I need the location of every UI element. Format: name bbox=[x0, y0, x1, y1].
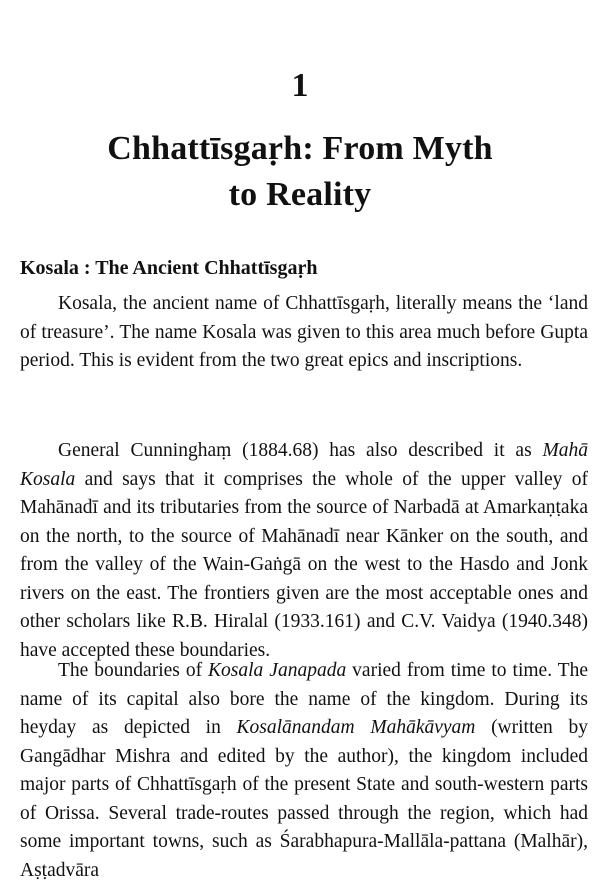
paragraph-text: The boundaries of bbox=[58, 660, 209, 681]
section-heading: Kosala : The Ancient Chhattīsgaṛh bbox=[20, 257, 318, 279]
body-paragraph-3 bbox=[20, 657, 588, 885]
body-paragraph-1 bbox=[20, 290, 588, 376]
italic-title: Kosalānandam Mahākāvyam bbox=[236, 717, 476, 738]
paragraph-text: Kosala, the ancient name of Chhattīsgaṛh, literally means the ‘land of treasure’. The name Kosala was given to this area much before Gupta period. This is evident from the two great epics and inscriptions. bbox=[20, 293, 588, 371]
paragraph-text: General Cunninghaṃ (1884.68) has also described it as bbox=[58, 440, 543, 461]
body-paragraph-2 bbox=[20, 437, 588, 665]
paragraph-text: (written by Gangādhar Mishra and edited by the author), the kingdom included major parts of Chhattīsgaṛh of the present State and south-western parts of Orissa. Several trade-routes passed through the region, which had some important towns, such as Śarabhapura-Mallāla-pattana (Malhār), Aṣṭadvāra bbox=[20, 717, 588, 881]
paragraph-text: varied from time to time. The name of its capital also bore the name of the kingdom. During its heyday as depicted in bbox=[20, 660, 589, 738]
chapter-number: 1 bbox=[291, 67, 309, 104]
chapter-title-line-1: Chhattīsgaṛh: From Myth bbox=[107, 130, 493, 167]
paragraph-text: and says that it comprises the whole of the upper valley of Mahānadī and its tributaries from the source of Narbadā at Amarkaṇṭaka on the north, to the source of Mahānadī near Kānker on the south, and from the valley of the Wain-Gaṅgā on the west to the Hasdo and Jonk rivers on the east. The frontiers given are the most acceptable ones and other scholars like R.B. Hiralal (1933.161) and C.V. Vaidya (1940.348) have accepted these boundaries. bbox=[20, 468, 588, 661]
chapter-title bbox=[0, 126, 600, 218]
chapter-title-line-2: to Reality bbox=[228, 176, 372, 213]
italic-term: Kosala Janapada bbox=[208, 660, 347, 681]
italic-term: Mahā Kosala bbox=[20, 440, 588, 490]
